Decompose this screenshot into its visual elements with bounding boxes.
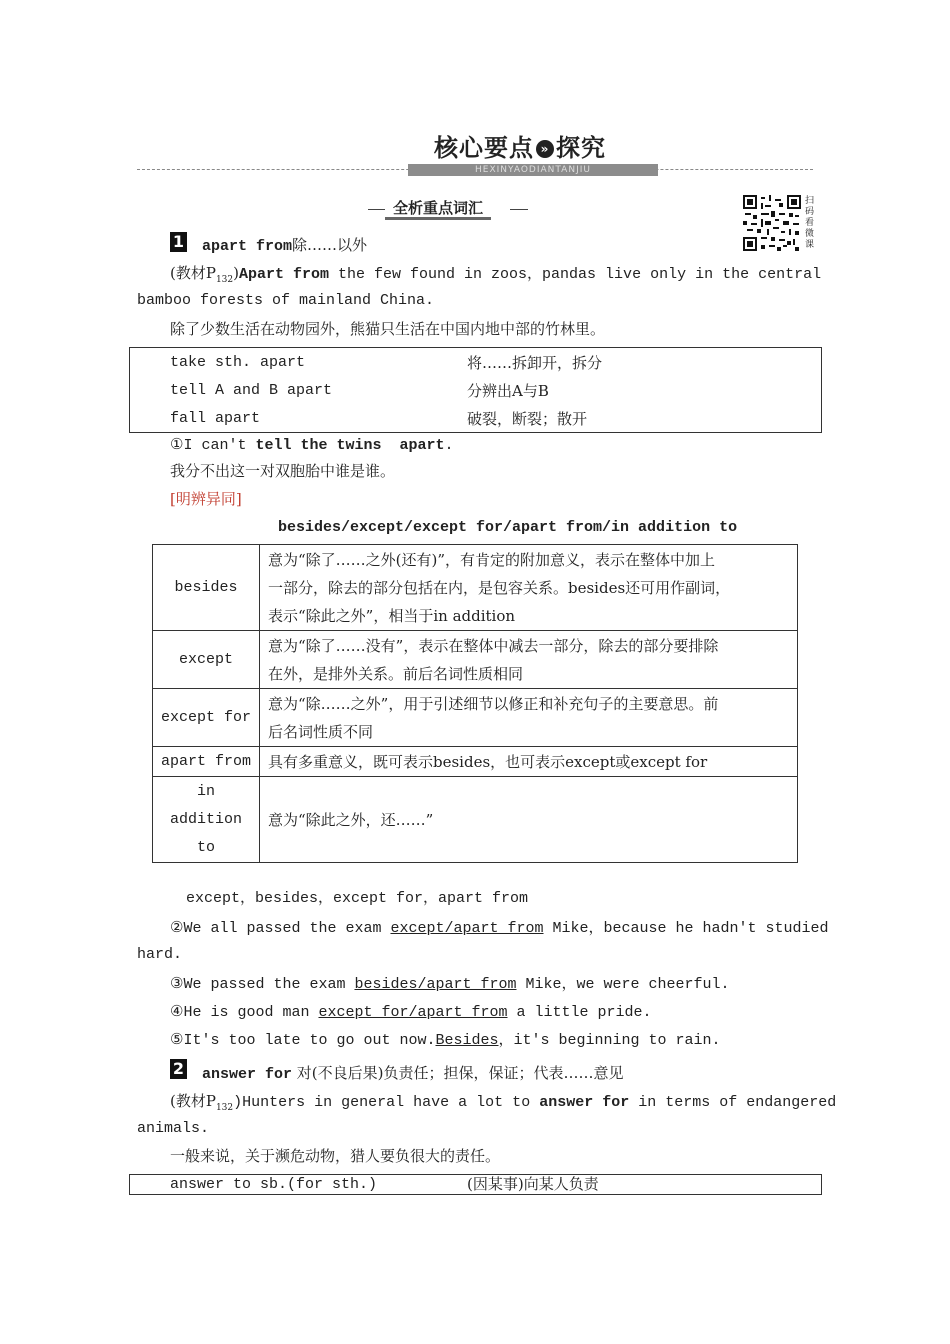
distinguish-tag: [明辨异同] [170,490,242,508]
table-cell-en: take sth. apart [170,353,306,371]
item1-source-close: ) [233,264,239,282]
item1-sentence-3 [170,969,730,999]
ex2-prefix: ②We all passed the exam [170,920,391,937]
scan-label: 扫码看微课 [805,196,815,250]
ex4-suffix: a little pride. [507,1004,652,1021]
table-row [153,545,798,631]
item2-phrase: answer for [202,1066,293,1083]
item1-example-line2: bamboo forests of mainland China. [137,292,435,309]
compare-line: 意为“除……之外”，用于引述细节以修正和补充句子的主要意思。前 [268,694,719,713]
item2-translation: 一般来说，关于濒危动物，猎人要负很大的责任。 [170,1147,501,1165]
item2-example-line2: animals. [137,1120,210,1137]
compare-title: besides/except/except for/apart from/in addition to [278,519,738,536]
compare-line: 表示“除此之外”，相当于in addition [268,606,516,625]
compare-line: 后名词性质不同 [268,722,374,741]
compare-key-line: in [196,782,215,800]
item2-heading [202,1059,624,1089]
item1-sentence-2 [170,913,829,943]
compare-key [153,777,260,863]
compare-key-line: addition [169,810,242,828]
ex4-prefix: ④He is good man [170,1004,319,1021]
table-cell-cn: 破裂，断裂；散开 [467,409,588,428]
table-row [130,1175,822,1195]
table-row [130,404,822,433]
table-cell-cn: 分辨出A与B [467,381,549,400]
word-bank: except，besides，except for，apart from [186,890,529,907]
compare-line: 一部分，除去的部分包括在内，是包容关系。besides还可用作副词， [268,578,731,597]
qr-code-icon[interactable] [743,195,801,251]
ex1-prefix: ①I can't [170,437,256,454]
compare-table [152,544,798,863]
header-pinyin-bar: HEXINYAODIANTANJIU [408,164,658,176]
ex5-answer: Besides [435,1032,499,1049]
ex1-answer: tell the twins apart [255,437,445,454]
ex1-suffix: . [444,437,454,454]
item-number-1: 1 [170,232,187,252]
section-line-right [510,209,528,210]
section-line-left [368,209,386,210]
ex2-answer: except/apart from [390,920,544,937]
compare-key-line: to [196,838,215,856]
item2-example-bold: answer for [539,1094,630,1111]
ex2-suffix: Mike，because he hadn't studied [543,920,829,937]
table-cell-cn: (因某事)向某人负责 [467,1175,599,1193]
table-cell-en: fall apart [170,409,261,427]
item2-example-a: )Hunters in general have a lot to [233,1094,540,1111]
compare-key: except [153,631,260,689]
compare-desc [260,545,798,631]
item1-translation: 除了少数生活在动物园外，熊猫只生活在中国内地中部的竹林里。 [170,320,606,338]
item-number-2: 2 [170,1059,187,1079]
item2-example [170,1087,836,1122]
compare-line: 意为“除此之外，还……” [268,810,434,829]
item1-heading [202,231,367,261]
compare-desc [260,747,798,777]
section-title: 全析重点词汇 [385,199,491,220]
chevron-right-icon: » [536,140,554,158]
item1-sentence-5 [170,1025,721,1055]
ex3-answer: besides/apart from [354,976,517,993]
page-header-title [434,128,606,163]
ex5-suffix: ，it's beginning to rain. [498,1032,721,1049]
item1-phrase-table [129,347,822,433]
table-cell-en: tell A and B apart [170,381,333,399]
header-title-sub: 探究 [556,134,606,162]
compare-key: besides [153,545,260,631]
item2-phrase-table [129,1174,822,1195]
table-row [153,777,798,863]
compare-key: except for [153,689,260,747]
ex3-suffix: Mike，we were cheerful. [516,976,730,993]
table-row [153,631,798,689]
table-row [130,376,822,404]
item1-meaning: 除……以外 [292,236,368,254]
compare-desc [260,631,798,689]
compare-desc [260,689,798,747]
compare-key: apart from [153,747,260,777]
table-cell-en: answer to sb.(for sth.) [170,1176,378,1193]
table-row [153,689,798,747]
item1-example-rest: the few found in zoos，pandas live only in the central [329,266,822,283]
item2-source: (教材P [170,1092,216,1110]
item1-sentence-1 [170,430,454,460]
ex4-answer: except for/apart from [318,1004,508,1021]
item2-source-page: 132 [215,1103,234,1113]
ex3-prefix: ③We passed the exam [170,976,355,993]
item1-source: (教材P [170,264,216,282]
item1-sentence-2-line2: hard. [137,946,183,963]
item1-sentence-4 [170,997,652,1027]
item1-sentence-1-cn: 我分不出这一对双胞胎中谁是谁。 [170,462,396,480]
ex5-prefix: ⑤It's too late to go out now. [170,1032,436,1049]
compare-line: 在外，是排外关系。前后名词性质相同 [268,664,524,683]
item2-example-b: in terms of endangered [629,1094,837,1111]
compare-line: 具有多重意义，既可表示besides，也可表示except或except for [268,752,708,771]
item2-meaning: 对(不良后果)负责任；担保，保证；代表……意见 [296,1064,624,1082]
item1-phrase: apart from [202,238,293,255]
item1-source-page: 132 [215,275,234,285]
header-title-main: 核心要点 [434,134,534,162]
compare-line: 意为“除了……没有”，表示在整体中减去一部分，除去的部分要排除 [268,636,719,655]
item1-example-bold: Apart from [239,266,330,283]
section-heading [368,199,528,219]
table-row [130,348,822,377]
compare-desc [260,777,798,863]
table-cell-cn: 将……拆卸开，拆分 [467,353,603,372]
table-row [153,747,798,777]
compare-line: 意为“除了……之外(还有)”，有肯定的附加意义，表示在整体中加上 [268,550,716,569]
